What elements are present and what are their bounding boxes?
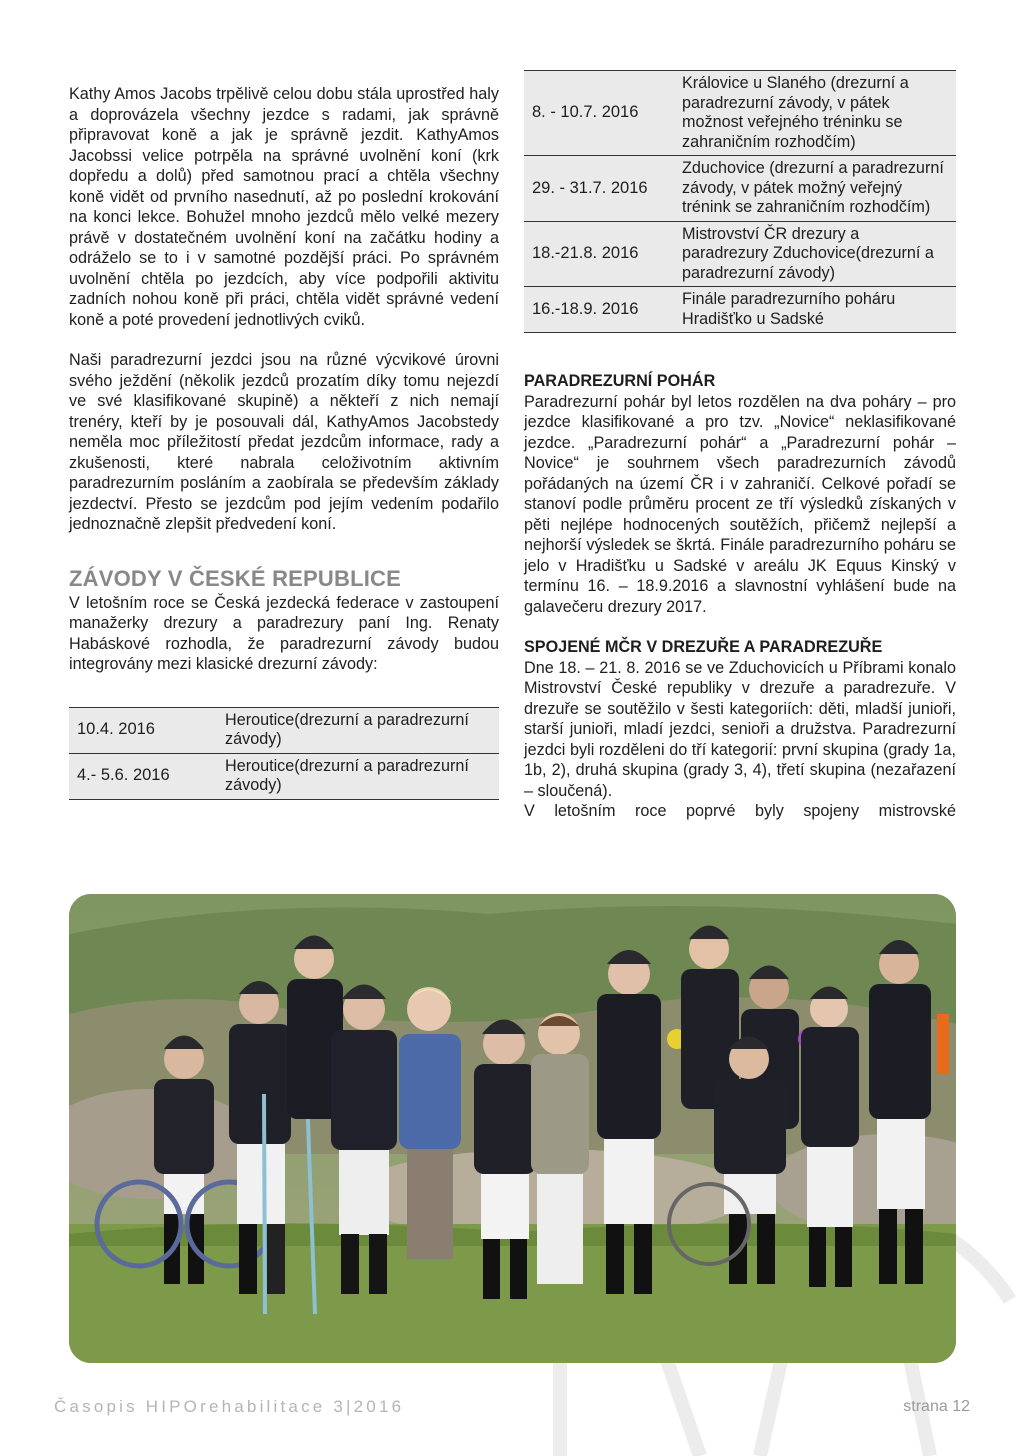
heading-paradressage-cup: PARADREZURNÍ POHÁR bbox=[524, 372, 716, 390]
section-heading-competitions: ZÁVODY V ČESKÉ REPUBLICE bbox=[69, 565, 402, 591]
event-place: Zduchovice (drezurní a paradrezurní závody, v pátek možný veřejný trénink se zahraničním rozhodčím) bbox=[674, 156, 956, 222]
group-photo-illustration bbox=[69, 894, 956, 1363]
event-date: 29. - 31.7. 2016 bbox=[524, 156, 674, 222]
table-row bbox=[524, 221, 956, 287]
competitions-paragraph: V letošním roce se Česká jezdecká federace v zastoupení manažerky drezury a paradrezury paní Ing. Renaty Habáskové rozhodla, že paradrezurní závody budou integrovány mezi klasické drezurní závody: bbox=[69, 593, 499, 673]
event-place: Mistrovství ČR drezury a paradrezury Zduchovice(drezurní a paradrezurní závody) bbox=[674, 221, 956, 287]
left-column bbox=[69, 84, 499, 800]
group-photo bbox=[69, 894, 956, 1363]
table-row bbox=[69, 753, 499, 799]
event-date: 8. - 10.7. 2016 bbox=[524, 71, 674, 156]
table-row bbox=[524, 156, 956, 222]
championship-paragraph-tail: V letošním roce poprvé byly spojeny mistrovské bbox=[524, 802, 956, 820]
heading-championship: SPOJENÉ MČR V DREZUŘE A PARADREZUŘE bbox=[524, 638, 883, 656]
intro-paragraph: Kathy Amos Jacobs trpělivě celou dobu stála uprostřed haly a doprovázela všechny jezdce s radami, jak správně připravovat koně a jak je správně jezdit. KathyAmos Jacobssi velice potrpěla na správné uvolnění koní (krk dopředu a dolů) před samotnou prací a chtěla všechny koně vidět od prvního nasednutí, až po poslední krokování na konci lekce. Bohužel mnoho jezdců mělo velké mezery právě v dostatečném uvolnění koní na začátku hodiny a odráželo se to i v samotné pozdější práci. Po správném uvolnění chtěla po jezdcích, aby více podpořili aktivitu zadních nohou koně při práci, chtěla vidět správné vedení koně a poté provedení jednotlivých cviků. bbox=[69, 85, 499, 329]
event-date: 18.-21.8. 2016 bbox=[524, 221, 674, 287]
event-date: 4.- 5.6. 2016 bbox=[69, 753, 217, 799]
event-place: Heroutice(drezurní a paradrezurní závody) bbox=[217, 753, 499, 799]
magazine-footer: Časopis HIPOrehabilitace 3|2016 bbox=[54, 1397, 405, 1416]
event-date: 16.-18.9. 2016 bbox=[524, 287, 674, 333]
event-date: 10.4. 2016 bbox=[69, 707, 217, 753]
event-place: Finále paradrezurního poháru Hradišťko u Sadské bbox=[674, 287, 956, 333]
table-row bbox=[524, 287, 956, 333]
table-row bbox=[69, 707, 499, 753]
right-column bbox=[524, 70, 956, 822]
championship-paragraph: Dne 18. – 21. 8. 2016 se ve Zduchovicích u Příbrami konalo Mistrovství České republiky v drezuře a paradrezuře. V drezuře se soutěžilo v šesti kategoriích: děti, mladší junioři, starší junioři, mladí jezdci, senioři a družstva. Paradrezurní jezdci byli rozděleni do tří kategorií: první skupina (grady 1a, 1b, 2), druhá skupina (grady 3, 4), třetí skupina (nezařazení – sloučená). bbox=[524, 658, 956, 800]
event-place: Heroutice(drezurní a paradrezurní závody) bbox=[217, 707, 499, 753]
events-table-right bbox=[524, 70, 956, 333]
events-table-left bbox=[69, 707, 499, 800]
event-place: Královice u Slaného (drezurní a paradrezurní závody, v pátek možnost veřejného tréninku se zahraničním rozhodčím) bbox=[674, 71, 956, 156]
cup-paragraph: Paradrezurní pohár byl letos rozdělen na dva poháry – pro jezdce klasifikované a pro tzv. „Novice“ neklasifikované jezdce. „Paradrezurní pohár“ a „Paradrezurní pohár – Novice“ je souhrnem všech paradrezurních závodů pořádaných na území ČR i v zahraničí. Celkové pořadí se stanoví podle průměru procent ze tří výsledků získaných v pěti nejlépe hodnocených soutěžích, přičemž nejlepší a nejhorší výsledek se škrtá. Finále paradrezurního poháru se jelo v Hradišťku u Sadské v areálu JK Equus Kinský v termínu 16. – 18.9.2016 a slavnostní vyhlášení bude na galavečeru drezury 2017. bbox=[524, 392, 956, 616]
page-number: strana 12 bbox=[903, 1398, 970, 1415]
riders-paragraph: Naši paradrezurní jezdci jsou na různé výcvikové úrovni svého ježdění (několik jezdců prozatím díky tomu nejezdí ve své klasifikované skupině) a někteří z nich nemají trenéry, kteří by je posouvali dál, KathyAmos Jacobstedy neměla moc příležitostí předat jezdcům informace, rady a zkušenosti, které nabrala celoživotním aktivním paradrezurním posláním a zaobírala se především základy jezdectví. Přesto se jezdcům pod jejím vedením podařilo jednoznačně zlepšit předvedení koní. bbox=[69, 351, 499, 533]
table-row bbox=[524, 71, 956, 156]
